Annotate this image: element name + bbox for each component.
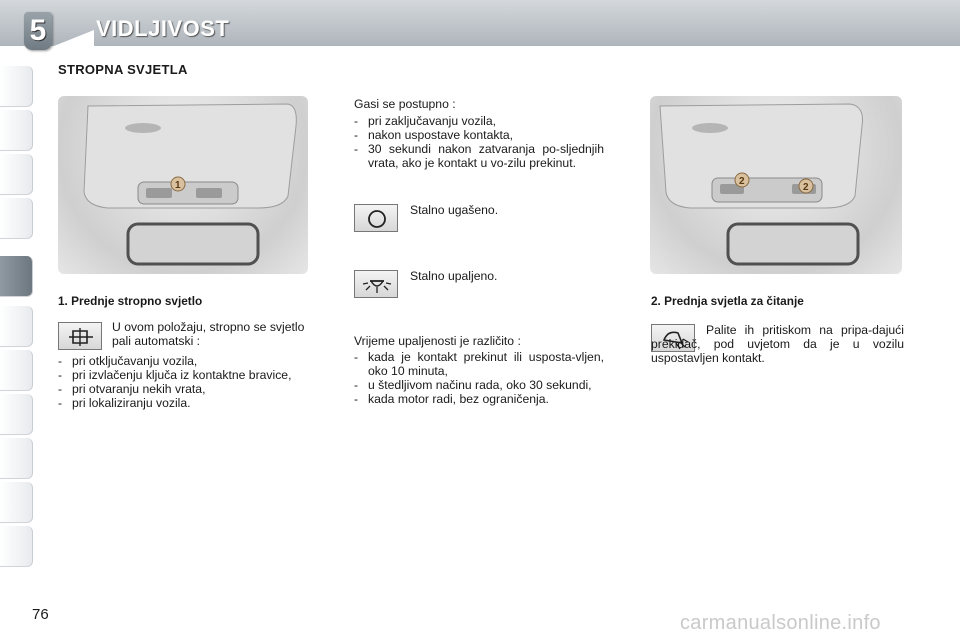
always-on-label: Stalno upaljeno. (410, 269, 498, 283)
reading-lights-illustration (650, 96, 902, 274)
lamp-on-icon (355, 271, 399, 299)
list-item: - u štedljivom načinu rada, oko 30 sekundi, (354, 378, 604, 392)
always-off-switch (354, 204, 398, 232)
door-light-switch (58, 322, 102, 350)
callout-2-right: 2 (803, 182, 809, 193)
watermark: carmanualsonline.info (680, 612, 881, 634)
list-item: - kada motor radi, bez ograničenja. (354, 392, 604, 406)
chapter-number-badge: 5 (24, 12, 52, 50)
chapter-tab[interactable] (0, 438, 33, 479)
automatic-mode-text: U ovom položaju, stropno se svjetlo pali automatski : (112, 320, 305, 348)
chapter-tab[interactable] (0, 394, 33, 435)
list-item: - pri lokaliziranju vozila. (58, 396, 308, 410)
front-ceiling-light-heading: 1. Prednje stropno svjetlo (58, 294, 203, 308)
list-item: - pri otključavanju vozila, (58, 354, 308, 368)
list-item: - pri otvaranju nekih vrata, (58, 382, 308, 396)
chapter-tab[interactable] (0, 198, 33, 239)
list-item: - pri zaključavanju vozila, (354, 114, 604, 128)
door-courtesy-light-icon (59, 323, 103, 351)
section-title: STROPNA SVJETLA (58, 62, 188, 77)
chapter-tab[interactable] (0, 110, 33, 151)
chapter-tab[interactable] (0, 306, 33, 347)
duration-list (354, 350, 604, 406)
callout-2-left: 2 (739, 176, 745, 187)
automatic-on-list (58, 354, 308, 410)
fade-out-list (354, 114, 604, 170)
list-item: - nakon uspostave kontakta, (354, 128, 604, 142)
chapter-title: VIDLJIVOST (96, 16, 230, 41)
front-ceiling-light-illustration (58, 96, 308, 274)
chapter-tab[interactable] (0, 350, 33, 391)
reading-lights-heading: 2. Prednja svjetla za čitanje (651, 294, 804, 308)
list-item: - pri izvlačenju ključa iz kontaktne bravice, (58, 368, 308, 382)
list-item: - 30 sekundi nakon zatvaranja po-sljednjih vrata, ako je kontakt u vo-zilu prekinut. (354, 142, 604, 170)
chapter-tab[interactable] (0, 66, 33, 107)
circle-off-icon (355, 205, 399, 233)
always-off-label: Stalno ugašeno. (410, 203, 499, 217)
chapter-tab[interactable] (0, 154, 33, 195)
callout-1: 1 (175, 180, 181, 191)
chapter-tab[interactable] (0, 482, 33, 523)
reading-lights-text: Palite ih pritiskom na pripa-dajući prekidač, pod uvjetom da je u vozilu uspostavljen kontakt. (651, 323, 904, 365)
list-item: - kada je kontakt prekinut ili usposta-vljen, oko 10 minuta, (354, 350, 604, 378)
chapter-tab-active[interactable] (0, 256, 33, 297)
page-number: 76 (32, 606, 49, 623)
chapter-tab[interactable] (0, 526, 33, 567)
chapter-tabs (0, 66, 32, 576)
always-on-switch (354, 270, 398, 298)
fade-out-intro: Gasi se postupno : (354, 97, 456, 111)
duration-intro: Vrijeme upaljenosti je različito : (354, 334, 521, 348)
